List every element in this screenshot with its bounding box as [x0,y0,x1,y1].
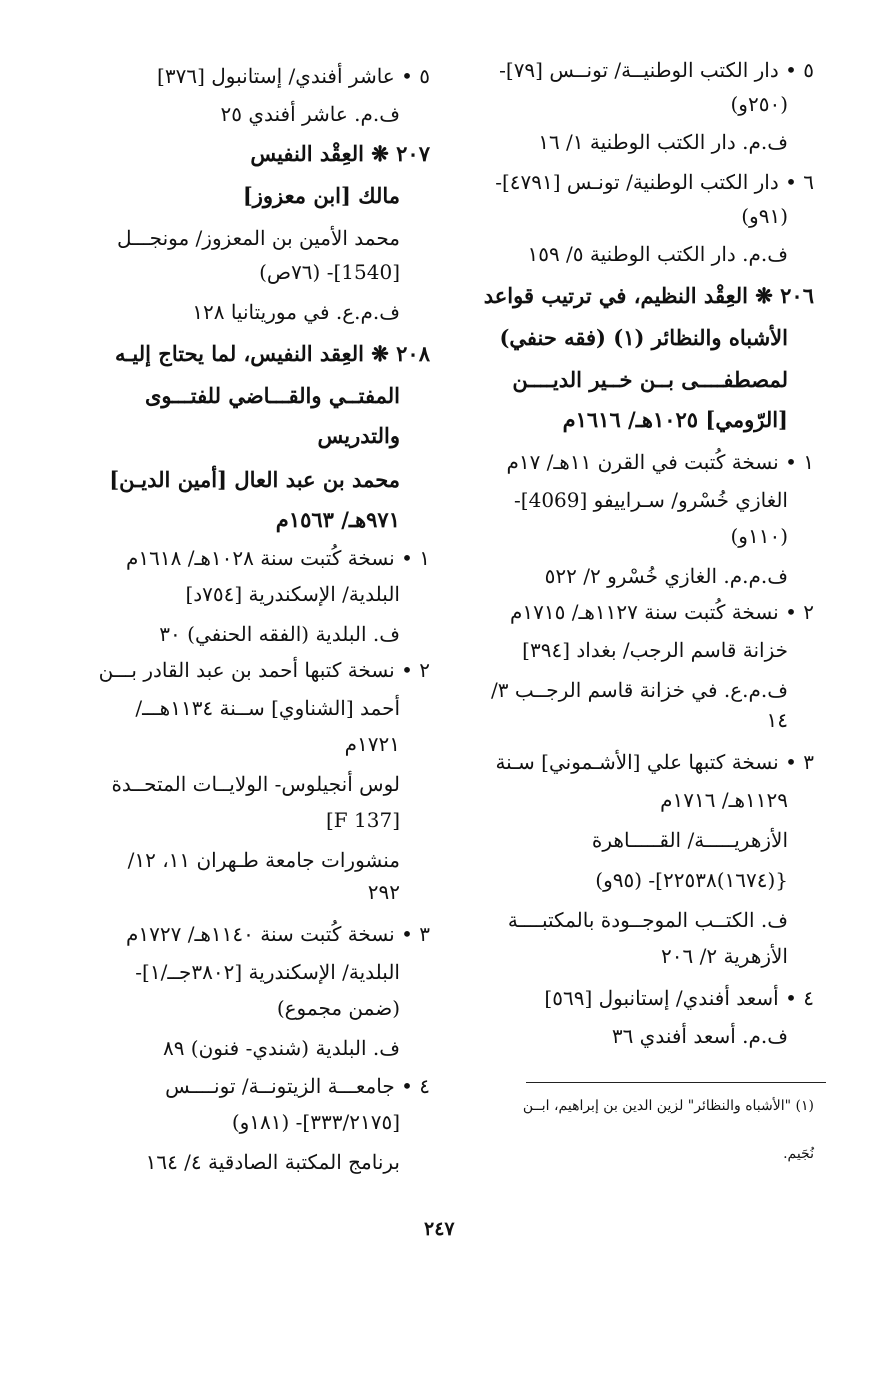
entry-line: (٩١و) [741,204,788,228]
footnote: (١) "الأشباه والنظائر" لزين الدين بن إبراهيم، ابــن [522,1098,814,1114]
footnote: نُجَيم. [783,1146,814,1162]
entry-line: (٢٥٠و) [730,92,788,116]
entry-line: ف.م.ع. في موريتانيا ١٢٨ [192,300,400,324]
page-number: ٢٤٧ [424,1218,455,1240]
entry-line: منشورات جامعة طـهران ١١، ١٢/ [127,848,400,872]
entry-line: ١ • نسخة كُتبت سنة ١٠٢٨هـ/ ١٦١٨م [126,546,430,570]
entry-line: ف. البلدية (شندي- فنون) ٨٩ [162,1036,400,1060]
entry-author: [الرّومي] ١٠٢٥هـ/ ١٦١٦م [562,407,788,432]
entry-line: [1540]- (٧٦ص) [259,260,400,284]
entry-line: ف.م. دار الكتب الوطنية ١/ ١٦ [538,130,788,154]
entry-line: الأزهرية ٢/ ٢٠٦ [661,944,788,968]
entry-line: ٢ • نسخة كُتبت سنة ١١٢٧هـ/ ١٧١٥م [510,600,814,624]
entry-line: ٤ • أسعد أفندي/ إستانبول [٥٦٩] [544,986,814,1010]
entry-line: ف. البلدية (الفقه الحنفي) ٣٠ [159,622,400,646]
footnote-separator [526,1082,826,1083]
entry-line: ٣ • نسخة كُتبت سنة ١١٤٠هـ/ ١٧٢٧م [126,922,430,946]
entry-line: أحمد [الشناوي] ســنة ١١٣٤هـــ/ [135,696,400,720]
entry-heading: ٢٠٨ ❋ العِقد النفيس، لما يحتاج إليـه [114,341,430,366]
entry-line: ١ • نسخة كُتبت في القرن ١١هـ/ ١٧م [506,450,814,474]
entry-line: (١١٠و) [730,524,788,548]
entry-author: لمصطفــــى بــن خــير الديــــن [512,367,788,392]
entry-heading: والتدريس [317,423,400,448]
entry-line: ٥ • دار الكتب الوطنيــة/ تونــس [٧٩]- [499,58,814,82]
entry-line: ف.م. عاشر أفندي ٢٥ [220,102,400,126]
entry-line: البلدية/ الإسكندرية [٣٨٠٢جــ/١]- [135,960,400,984]
entry-line: ف.م.م. الغازي خُسْرو ٢/ ٥٢٢ [544,564,788,588]
entry-line: [F 137] [325,808,400,832]
entry-line: محمد الأمين بن المعزوز/ مونجـــل [116,226,400,250]
entry-line: خزانة قاسم الرجب/ بغداد [٣٩٤] [522,638,788,662]
entry-line: الغازي خُسْرو/ سـراييفو [4069]- [514,488,788,512]
entry-author: ٩٧١هـ/ ١٥٦٣م [275,507,400,532]
entry-line: (ضمن مجموع) [276,996,400,1020]
entry-line: ٣ • نسخة كتبها علي [الأشـموني] سـنة [495,750,814,774]
entry-line: ٥ • عاشر أفندي/ إستانبول [٣٧٦] [157,64,430,88]
entry-line: ٦ • دار الكتب الوطنية/ تونـس [٤٧٩١]- [495,170,814,194]
entry-line: برنامج المكتبة الصادقية ٤/ ١٦٤ [145,1150,400,1174]
entry-line: ١١٢٩هـ/ ١٧١٦م [660,788,788,812]
entry-line: ١٤ [766,708,788,732]
entry-line: ف.م. أسعد أفندي ٣٦ [611,1024,788,1048]
entry-author: محمد بن عبد العال [أمين الديـن] [109,467,400,492]
entry-line: ف. الكتــب الموجــودة بالمكتبــــة [507,908,788,932]
entry-line: لوس أنجيلوس- الولايــات المتحــدة [111,772,400,796]
entry-heading: المفتــي والقـــاضي للفتـــوى [144,383,400,408]
entry-line: {(١٦٧٤)٢٢٥٣٨]- (٩٥و) [595,868,788,892]
entry-line: ف.م. دار الكتب الوطنية ٥/ ١٥٩ [527,242,788,266]
entry-line: الأزهريـــــة/ القـــــاهرة [591,828,788,852]
entry-line: ف.م.ع. في خزانة قاسم الرجــب ٣/ [490,678,788,702]
entry-heading: ٢٠٦ ❋ العِقْد النظيم، في ترتيب قواعد [483,283,814,308]
entry-heading: الأشباه والنظائر (١) (فقه حنفي) [499,325,788,350]
entry-line: ٢٩٢ [367,880,400,904]
entry-heading: ٢٠٧ ❋ العِقْد النفيس [250,141,430,166]
entry-line: ٢ • نسخة كتبها أحمد بن عبد القادر بـــن [98,658,430,682]
entry-line: ١٧٢١م [344,732,400,756]
entry-author: مالك [ابن معزوز] [242,183,400,208]
entry-line: [٣٣٣/٢١٧٥]- (١٨١و) [231,1110,400,1134]
entry-line: البلدية/ الإسكندرية [٧٥٤د] [185,582,400,606]
entry-line: ٤ • جامعـــة الزيتونــة/ تونــــس [165,1074,430,1098]
